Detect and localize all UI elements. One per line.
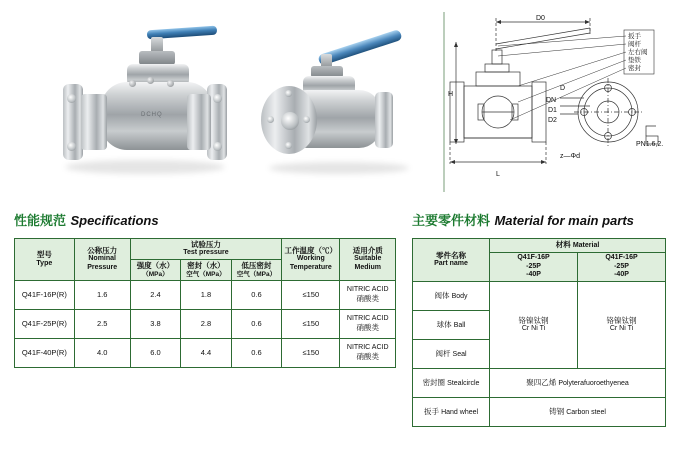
cell-medium: NITRIC ACID 硝酸类 <box>340 280 396 309</box>
flange-bolt-hole <box>285 90 292 97</box>
cell-model: Q41F-16P(R) <box>15 280 75 309</box>
table-row <box>413 282 666 311</box>
label-dn: DN <box>546 97 557 104</box>
cell-part-name: 阀体 Body <box>413 282 490 311</box>
flange-bolt-hole <box>213 94 222 103</box>
valve-photo-right <box>255 24 420 174</box>
header-strength: 强度（水） （MPa） <box>130 260 180 281</box>
table-row <box>15 309 396 338</box>
photo-shadow <box>65 160 225 174</box>
cell-seal: 4.4 <box>181 338 231 367</box>
table-row <box>413 369 666 398</box>
drawing-svg <box>440 12 675 192</box>
specifications-heading-cn: 性能规范 <box>14 213 67 228</box>
product-images-row <box>0 0 680 195</box>
cell-nominal: 1.6 <box>74 280 130 309</box>
header-test-pressure: 试验压力 Test pressure <box>130 239 281 260</box>
cell-material-steel: 铸钢 Carbon steel <box>490 398 666 427</box>
cell-medium: NITRIC ACID 硝酸类 <box>340 309 396 338</box>
label-d2: D2 <box>548 117 557 124</box>
label-d: D <box>560 85 566 92</box>
flange-left-neck <box>81 94 107 150</box>
cell-nominal: 4.0 <box>74 338 130 367</box>
cell-strength: 2.4 <box>130 280 180 309</box>
cell-seal: 2.8 <box>181 309 231 338</box>
cell-material-1: 铬镍钛钢 Cr Ni Ti <box>490 282 578 369</box>
brand-mark: DCHQ <box>141 112 163 118</box>
header-material-col1: Q41F-16P -25P -40P <box>490 252 578 281</box>
cell-temp: ≤150 <box>282 280 340 309</box>
callout-gasket: 垫铁 <box>628 57 641 64</box>
cell-model: Q41F-25P(R) <box>15 309 75 338</box>
stem-collar <box>139 51 175 65</box>
callout-stem: 阀杆 <box>628 41 641 48</box>
header-part-name: 零件名称 Part name <box>413 239 490 282</box>
header-material-col2: Q41F-16P -25P -40P <box>578 252 666 281</box>
photo-shadow <box>269 162 409 174</box>
flange-bolt-hole <box>285 142 292 149</box>
callout-handle: 扳手 <box>628 33 641 40</box>
header-nominal-pressure: 公称压力 Nominal Pressure <box>74 239 130 281</box>
label-h: H <box>448 91 454 98</box>
cell-low-seal: 0.6 <box>231 280 281 309</box>
label-d0: D0 <box>536 15 545 22</box>
cell-material-ptfe: 聚四乙烯 Polyterafuoroethyenea <box>490 369 666 398</box>
flange-bolt-hole <box>67 94 76 103</box>
cell-part-name: 密封圈 Stealcircle <box>413 369 490 398</box>
table-row <box>15 338 396 367</box>
header-seal: 密封（水） 空气（MPa） <box>181 260 231 281</box>
cell-part-name: 阀杆 Seal <box>413 340 490 369</box>
flange-bolt-hole <box>67 142 76 151</box>
label-pn: PN1.6,2. <box>636 141 664 148</box>
cell-low-seal: 0.6 <box>231 309 281 338</box>
materials-heading-cn: 主要零件材料 <box>412 213 491 228</box>
materials-heading-en: Material for main parts <box>494 213 634 228</box>
specifications-heading-en: Specifications <box>70 213 159 228</box>
flange-bolt-hole <box>267 116 274 123</box>
body-bolt <box>147 77 154 84</box>
specifications-heading <box>14 210 159 230</box>
callout-seal: 密封 <box>628 65 641 72</box>
materials-table <box>412 238 666 427</box>
cell-part-name: 扳手 Hand wheel <box>413 398 490 427</box>
cell-strength: 6.0 <box>130 338 180 367</box>
specifications-table <box>14 238 396 368</box>
cell-temp: ≤150 <box>282 309 340 338</box>
cell-medium: NITRIC ACID 硝酸类 <box>340 338 396 367</box>
header-low-pressure-seal: 低压密封 空气（MPa） <box>231 260 281 281</box>
header-working-temperature: 工作温度（℃） Working Temperature <box>282 239 340 281</box>
flange-bore <box>281 112 299 130</box>
flange-bolt-hole <box>303 116 310 123</box>
valve-photo-left <box>55 24 235 174</box>
table-row <box>413 398 666 427</box>
label-zphid: z—Φd <box>560 153 580 160</box>
cell-part-name: 球体 Ball <box>413 311 490 340</box>
flange-rear <box>375 92 393 148</box>
header-model: 型号 Type <box>15 239 75 281</box>
cell-strength: 3.8 <box>130 309 180 338</box>
technical-drawing <box>440 12 675 192</box>
materials-heading <box>412 210 634 230</box>
cell-seal: 1.8 <box>181 280 231 309</box>
cell-model: Q41F-40P(R) <box>15 338 75 367</box>
flange-bolt-hole <box>213 142 222 151</box>
header-medium: 适用介质 Suitable Medium <box>340 239 396 281</box>
table-header-row-1 <box>15 239 396 260</box>
cell-material-2: 铬镍钛钢 Cr Ni Ti <box>578 282 666 369</box>
table-header-row-1 <box>413 239 666 253</box>
label-l: L <box>496 171 500 178</box>
cell-nominal: 2.5 <box>74 309 130 338</box>
label-d1: D1 <box>548 107 557 114</box>
table-row <box>15 280 396 309</box>
cell-temp: ≤150 <box>282 338 340 367</box>
header-material: 材料 Material <box>490 239 666 253</box>
body-bolt <box>129 80 136 87</box>
callout-lr-valve: 左右阀 <box>628 49 648 56</box>
flange-right-neck <box>187 94 211 150</box>
body-bolt <box>167 80 174 87</box>
cell-low-seal: 0.6 <box>231 338 281 367</box>
